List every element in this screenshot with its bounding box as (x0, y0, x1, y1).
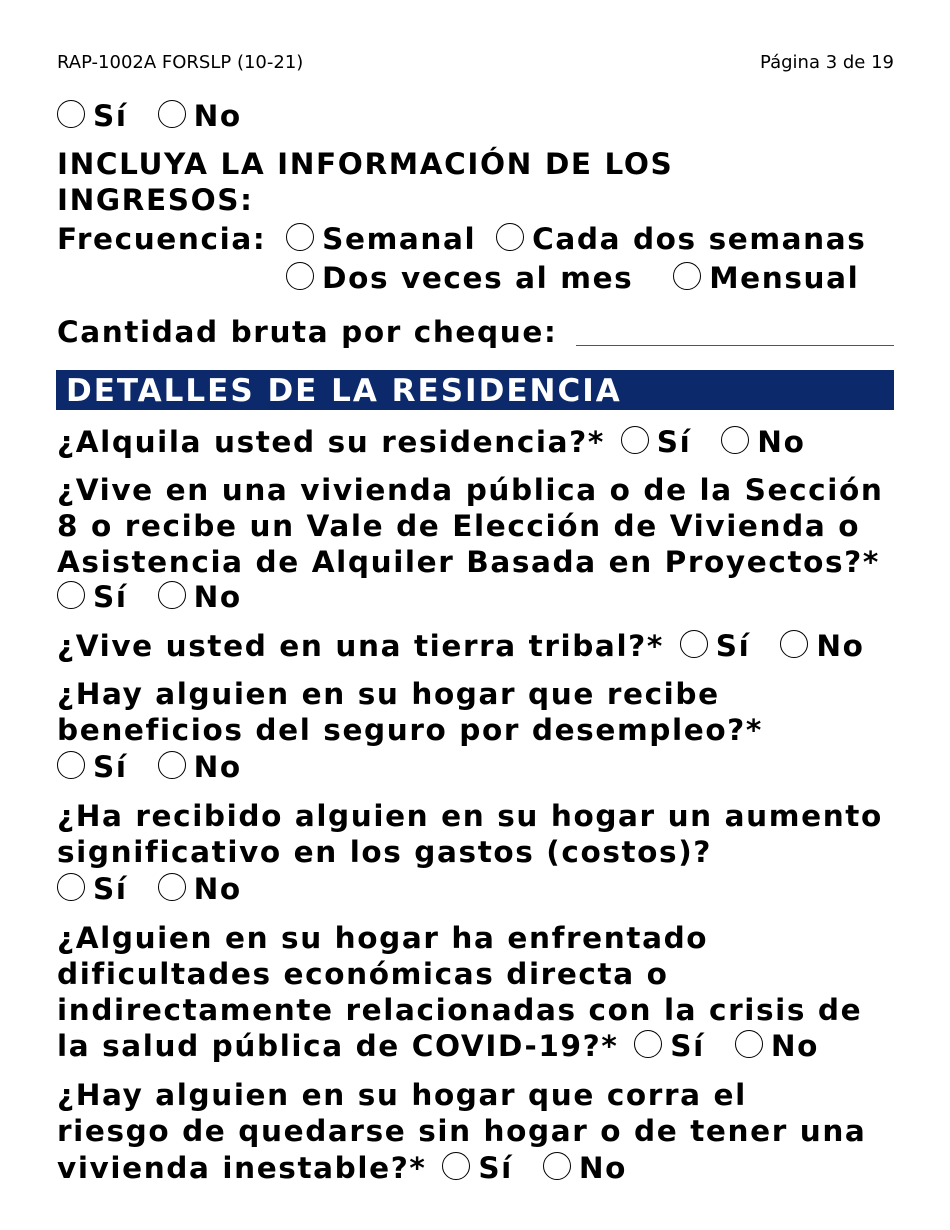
radio-circle-icon[interactable] (735, 1030, 763, 1058)
question-homeless-2: riesgo de quedarse sin hogar o de tener una (57, 1114, 867, 1148)
radio-circle-icon[interactable] (57, 873, 85, 901)
radio-circle-icon[interactable] (673, 262, 701, 290)
question-expenses-1: ¿Ha recibido alguien en su hogar un aumento (57, 799, 883, 833)
radio-circle-icon[interactable] (57, 581, 85, 609)
question-covid-1: ¿Alguien en su hogar ha enfrentado (57, 921, 709, 955)
frequency-row-2 (286, 260, 859, 296)
prev-question-options (57, 98, 242, 134)
question-unemployment-1: ¿Hay alguien en su hogar que recibe (57, 677, 720, 711)
radio-no-covid[interactable]: No (735, 1028, 819, 1064)
radio-circle-icon[interactable] (721, 426, 749, 454)
radio-circle-icon[interactable] (158, 581, 186, 609)
question-covid-4: la salud pública de COVID-19?* Sí No (57, 1029, 819, 1063)
radio-yes-rent[interactable]: Sí (621, 424, 692, 460)
form-id: RAP-1002A FORSLP (10-21) (57, 52, 304, 73)
radio-circle-icon[interactable] (158, 873, 186, 901)
radio-semimonthly[interactable]: Dos veces al mes (286, 260, 633, 296)
income-title-2: INGRESOS: (57, 183, 254, 217)
gross-amount-field[interactable] (576, 345, 894, 346)
radio-yes-expenses[interactable]: Sí (57, 871, 128, 907)
question-expenses-2: significativo en los gastos (costos)? (57, 835, 713, 869)
radio-yes-public-housing[interactable]: Sí (57, 579, 128, 615)
radio-circle-icon[interactable] (634, 1030, 662, 1058)
radio-circle-icon[interactable] (158, 751, 186, 779)
radio-circle-icon[interactable] (496, 223, 524, 251)
radio-circle-icon[interactable] (57, 100, 85, 128)
question-homeless-1: ¿Hay alguien en su hogar que corra el (57, 1078, 747, 1112)
radio-circle-icon[interactable] (57, 751, 85, 779)
frequency-label: Frecuencia: (57, 222, 267, 256)
radio-circle-icon[interactable] (442, 1152, 470, 1180)
question-covid-3: indirectamente relacionadas con la crisis de (57, 993, 863, 1027)
radio-yes-tribal[interactable]: Sí (680, 628, 751, 664)
radio-no-prev[interactable]: No (158, 98, 242, 134)
page-number: Página 3 de 19 (760, 52, 894, 73)
radio-no-expenses[interactable]: No (158, 871, 242, 907)
question-rent: ¿Alquila usted su residencia?* Sí No (57, 425, 806, 459)
expenses-options (57, 871, 242, 907)
income-title-1: INCLUYA LA INFORMACIÓN DE LOS (57, 147, 674, 181)
radio-no-public-housing[interactable]: No (158, 579, 242, 615)
radio-circle-icon[interactable] (158, 100, 186, 128)
radio-monthly[interactable]: Mensual (673, 260, 859, 296)
radio-no-homeless[interactable]: No (543, 1150, 627, 1186)
unemployment-options (57, 749, 242, 785)
radio-circle-icon[interactable] (780, 630, 808, 658)
question-public-housing-3: Asistencia de Alquiler Basada en Proyectos?* (57, 545, 880, 579)
radio-circle-icon[interactable] (543, 1152, 571, 1180)
question-public-housing-2: 8 o recibe un Vale de Elección de Vivienda o (57, 509, 861, 543)
radio-weekly[interactable]: Semanal (286, 221, 476, 257)
question-homeless-3: vivienda inestable?* Sí No (57, 1151, 628, 1185)
radio-no-unemployment[interactable]: No (158, 749, 242, 785)
radio-biweekly[interactable]: Cada dos semanas (496, 221, 866, 257)
radio-yes-homeless[interactable]: Sí (442, 1150, 513, 1186)
radio-yes-prev[interactable]: Sí (57, 98, 128, 134)
frequency-row-1 (57, 221, 866, 257)
public-housing-options (57, 579, 242, 615)
question-covid-2: dificultades económicas directa o (57, 957, 669, 991)
radio-yes-unemployment[interactable]: Sí (57, 749, 128, 785)
gross-amount-label: Cantidad bruta por cheque: (57, 315, 558, 349)
radio-no-tribal[interactable]: No (780, 628, 864, 664)
question-public-housing-1: ¿Vive en una vivienda pública o de la Sección (57, 473, 884, 507)
question-tribal-land: ¿Vive usted en una tierra tribal?* Sí No (57, 629, 865, 663)
radio-yes-covid[interactable]: Sí (634, 1028, 705, 1064)
radio-circle-icon[interactable] (680, 630, 708, 658)
question-unemployment-2: beneficios del seguro por desempleo?* (57, 713, 763, 747)
radio-circle-icon[interactable] (286, 262, 314, 290)
radio-circle-icon[interactable] (286, 223, 314, 251)
section-banner: DETALLES DE LA RESIDENCIA (56, 370, 894, 410)
radio-circle-icon[interactable] (621, 426, 649, 454)
radio-no-rent[interactable]: No (721, 424, 805, 460)
